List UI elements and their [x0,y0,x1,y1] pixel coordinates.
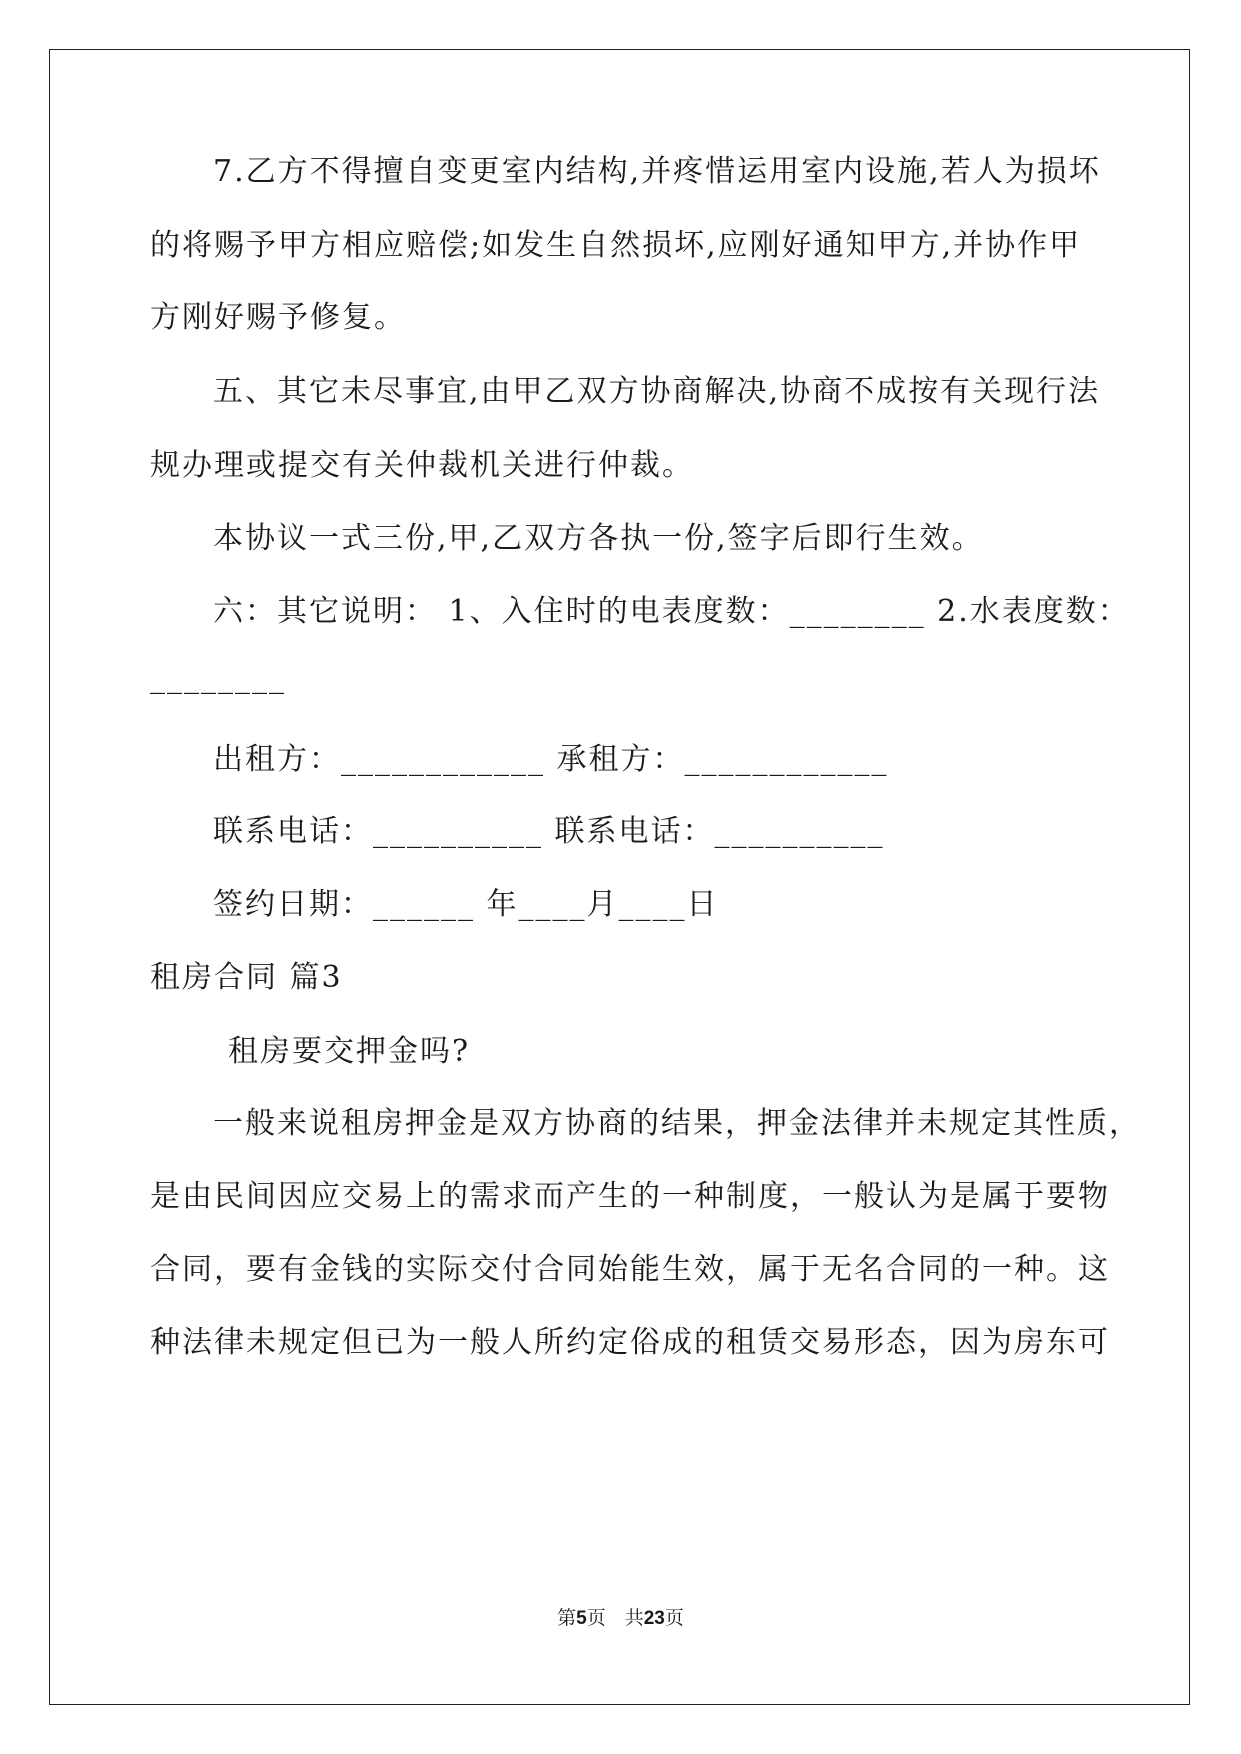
paragraph-line: 7.乙方不得擅自变更室内结构,并疼惜运用室内设施,若人为损坏 [213,154,1101,189]
footer-suffix: 页 [664,1607,684,1629]
footer-middle: 页 共 [586,1607,644,1629]
total-pages: 23 [643,1608,665,1629]
paragraph-line: 合同，要有金钱的实际交付合同始能生效，属于无名合同的一种。这 [150,1252,1110,1287]
section-title: 租房合同 篇3 [150,960,343,995]
page-footer [0,1603,1241,1630]
signature-line: 出租方：____________ 承租方：____________ [213,742,889,777]
paragraph-line: 规办理或提交有关仲裁机关进行仲裁。 [150,448,694,483]
paragraph-line: 一般来说租房押金是双方协商的结果，押金法律并未规定其性质， [213,1106,1141,1141]
page-number: 5 [576,1608,587,1629]
question-heading: 租房要交押金吗? [228,1034,471,1069]
paragraph-line: 五、其它未尽事宜,由甲乙双方协商解决,协商不成按有关现行法 [213,374,1101,409]
paragraph-line: ________ [150,660,286,695]
paragraph-line: 本协议一式三份,甲,乙双方各执一份,签字后即行生效。 [213,521,984,556]
paragraph-line: 方刚好赐予修复。 [150,300,406,335]
date-line: 签约日期：______ 年____月____日 [213,887,719,922]
paragraph-line: 种法律未规定但已为一般人所约定俗成的租赁交易形态，因为房东可 [150,1325,1110,1360]
contact-line: 联系电话：__________ 联系电话：__________ [213,814,885,849]
paragraph-line: 六：其它说明： 1、入住时的电表度数：________ 2.水表度数： [213,594,1130,629]
paragraph-line: 是由民间因应交易上的需求而产生的一种制度，一般认为是属于要物 [150,1179,1110,1214]
footer-prefix: 第 [557,1607,577,1629]
paragraph-line: 的将赐予甲方相应赔偿;如发生自然损坏,应刚好通知甲方,并协作甲 [150,228,1082,263]
